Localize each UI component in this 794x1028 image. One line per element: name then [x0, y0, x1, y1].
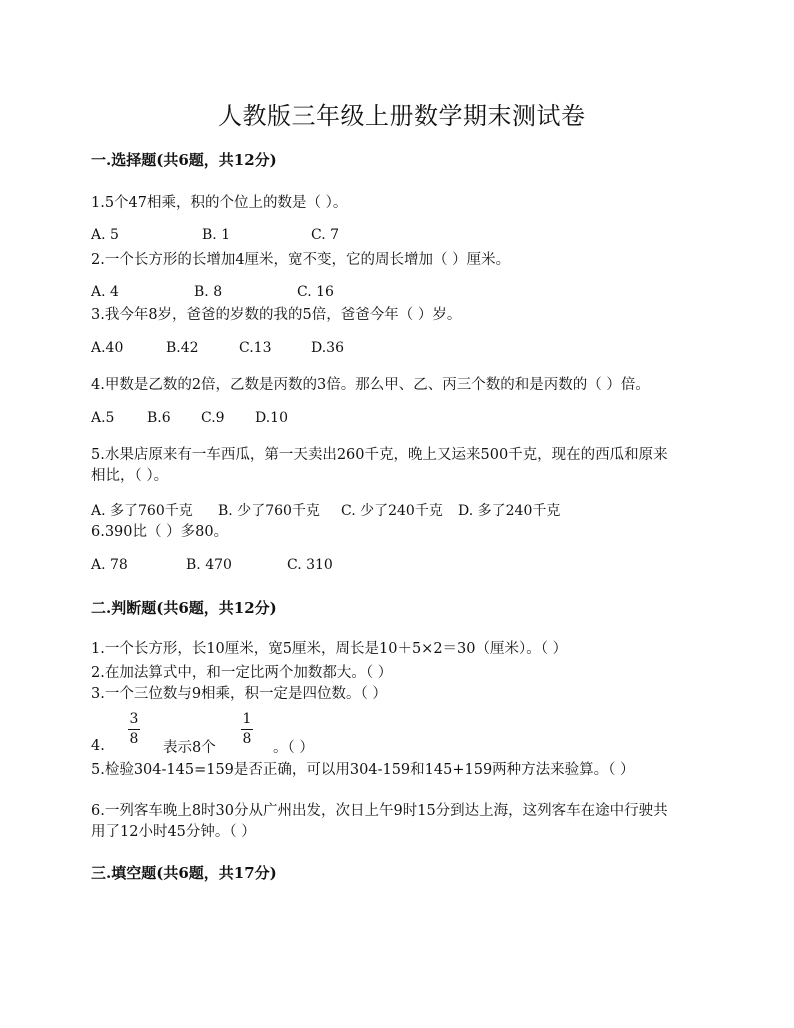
- page-title: 人教版三年级上册数学期末测试卷: [218, 102, 586, 130]
- judge-question-3: 3.一个三位数与9相乘，积一定是四位数。（ ）: [91, 686, 387, 702]
- choice-question-2: 2.一个长方形的长增加4厘米，宽不变，它的周长增加（ ）厘米。: [91, 252, 511, 268]
- choice-2-option-a: A. 4: [91, 284, 119, 300]
- choice-2-option-c: C. 16: [297, 284, 334, 300]
- fraction-bar: [128, 729, 140, 730]
- section-heading-fill: 三.填空题(共6题，共17分): [91, 864, 277, 882]
- choice-5-option-a: A. 多了760千克: [91, 503, 193, 519]
- judge-question-1: 1.一个长方形，长10厘米，宽5厘米，周长是10＋5×2＝30（厘米）。（ ）: [91, 641, 568, 657]
- choice-question-1: 1.5个47相乘，积的个位上的数是（ ）。: [91, 195, 348, 211]
- choice-6-option-b: B. 470: [186, 557, 232, 573]
- choice-3-option-d: D.36: [311, 340, 344, 356]
- judge-question-2: 2.在加法算式中，和一定比两个加数都大。（ ）: [91, 665, 393, 681]
- choice-question-5-line2: 相比，（ ）。: [91, 468, 169, 484]
- judge-question-4-number: 4.: [91, 738, 105, 754]
- choice-4-option-a: A.5: [91, 410, 115, 426]
- choice-2-option-b: B. 8: [194, 284, 223, 300]
- section-heading-judge: 二.判断题(共6题，共12分): [91, 599, 277, 617]
- choice-question-5-line1: 5.水果店原来有一车西瓜，第一天卖出260千克，晚上又运来500千克，现在的西瓜和原来: [91, 447, 668, 463]
- choice-3-option-b: B.42: [166, 340, 199, 356]
- choice-6-option-c: C. 310: [287, 557, 333, 573]
- fraction-numerator: 3: [129, 711, 139, 727]
- section-heading-choice: 一.选择题(共6题，共12分): [91, 151, 277, 169]
- fraction-three-eighths: [128, 711, 140, 748]
- choice-1-option-b: B. 1: [202, 227, 231, 243]
- choice-5-option-d: D. 多了240千克: [458, 503, 561, 519]
- choice-3-option-a: A.40: [91, 340, 124, 356]
- choice-4-option-b: B.6: [147, 410, 171, 426]
- fraction-numerator: 1: [242, 711, 252, 727]
- judge-question-6-line1: 6.一列客车晚上8时30分从广州出发，次日上午9时15分到达上海，这列客车在途中行驶共: [91, 803, 668, 819]
- choice-1-option-c: C. 7: [311, 227, 340, 243]
- choice-question-6: 6.390比（ ）多80。: [91, 524, 229, 540]
- choice-4-option-c: C.9: [201, 410, 225, 426]
- fraction-denominator: 8: [129, 731, 139, 747]
- choice-question-3: 3.我今年8岁，爸爸的岁数的我的5倍，爸爸今年（ ）岁。: [91, 307, 462, 323]
- choice-1-option-a: A. 5: [91, 227, 119, 243]
- judge-question-6-line2: 用了12小时45分钟。（ ）: [91, 824, 256, 840]
- choice-5-option-b: B. 少了760千克: [218, 503, 320, 519]
- choice-4-option-d: D.10: [255, 410, 288, 426]
- judge-question-5: 5.检验304-145=159是否正确，可以用304-159和145+159两种方法来验算。（ ）: [91, 762, 635, 778]
- choice-question-4: 4.甲数是乙数的2倍，乙数是丙数的3倍。那么甲、乙、丙三个数的和是丙数的（ ）倍。: [91, 377, 650, 393]
- fraction-denominator: 8: [242, 731, 252, 747]
- fraction-bar: [241, 729, 253, 730]
- judge-question-4-tail: 。（ ）: [273, 740, 314, 756]
- choice-3-option-c: C.13: [239, 340, 272, 356]
- choice-6-option-a: A. 78: [91, 557, 128, 573]
- fraction-one-eighth: [241, 711, 253, 748]
- judge-question-4-text: 表示8个: [163, 740, 216, 756]
- choice-5-option-c: C. 少了240千克: [341, 503, 443, 519]
